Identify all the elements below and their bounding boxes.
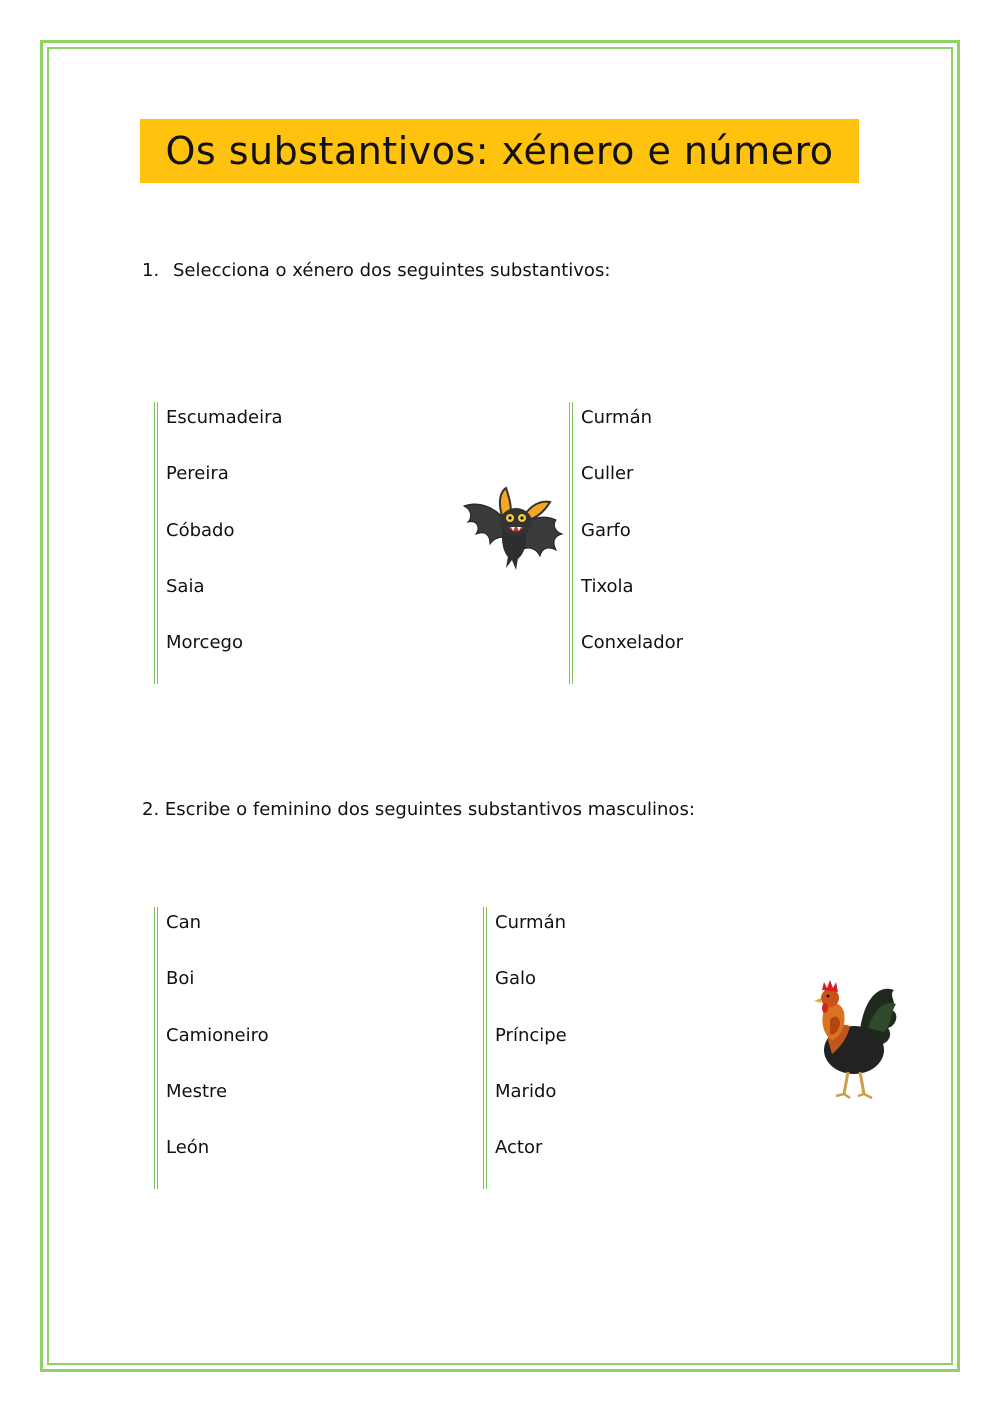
section2-left-word-list xyxy=(154,907,414,1189)
bat-illustration xyxy=(458,480,568,576)
title-banner xyxy=(140,119,859,183)
word-item: León xyxy=(166,1137,210,1159)
word-item: Culler xyxy=(581,463,634,485)
page-title: Os substantivos: xénero e número xyxy=(165,129,834,173)
instruction-2: 2. Escribe o feminino dos seguintes substantivos masculinos: xyxy=(142,799,695,820)
section2-right-word-list xyxy=(483,907,743,1189)
word-item: Camioneiro xyxy=(166,1024,269,1046)
instruction-1-number: 1. xyxy=(142,260,160,281)
instruction-1 xyxy=(142,260,610,281)
word-item: Morcego xyxy=(166,632,243,654)
word-item: Boi xyxy=(166,968,195,990)
word-item: Actor xyxy=(495,1137,543,1159)
word-item: Pereira xyxy=(166,463,229,485)
instruction-1-text: Selecciona o xénero dos seguintes substantivos: xyxy=(173,260,611,281)
rooster-photo xyxy=(808,970,904,1104)
section1-right-word-list xyxy=(569,402,829,684)
word-item: Mestre xyxy=(166,1080,228,1102)
section1-left-word-list xyxy=(154,402,414,684)
word-item: Escumadeira xyxy=(166,407,283,428)
word-item: Curmán xyxy=(495,912,567,933)
word-item: Conxelador xyxy=(581,632,684,654)
word-item: Tixola xyxy=(581,575,634,597)
word-item: Príncipe xyxy=(495,1024,567,1046)
word-item: Can xyxy=(166,912,202,933)
word-item: Galo xyxy=(495,968,536,990)
word-item: Curmán xyxy=(581,407,653,428)
word-item: Saia xyxy=(166,575,205,597)
word-item: Marido xyxy=(495,1080,557,1102)
word-item: Garfo xyxy=(581,519,631,541)
word-item: Cóbado xyxy=(166,519,235,541)
